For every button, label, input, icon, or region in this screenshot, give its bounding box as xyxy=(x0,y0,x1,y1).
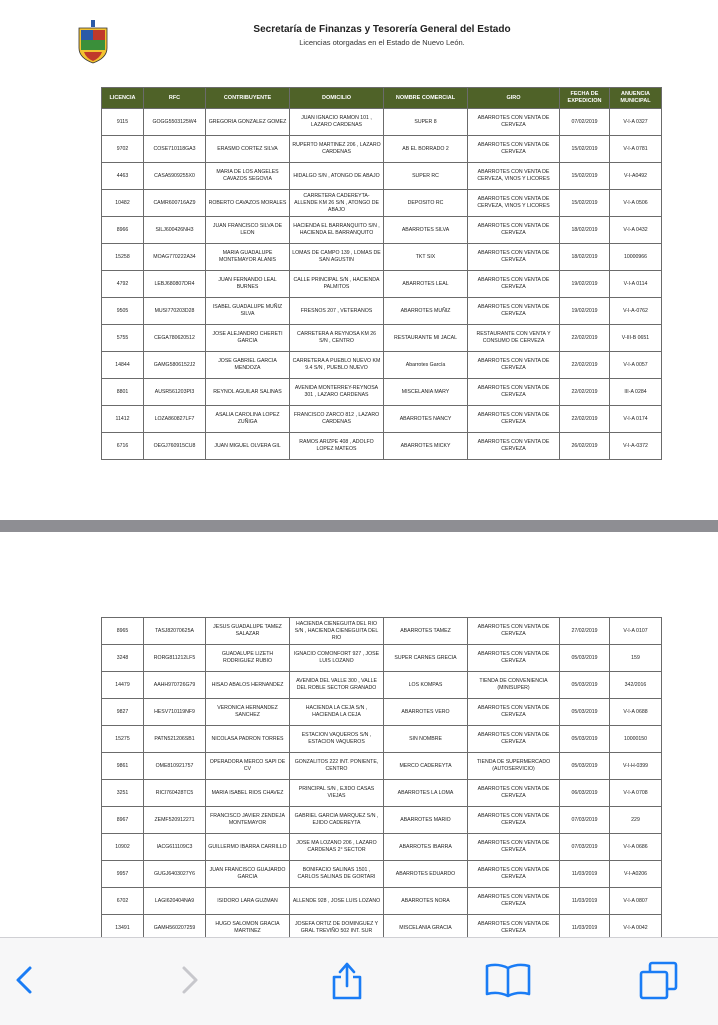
giro-cell: ABARROTES CON VENTA DE CERVEZA xyxy=(468,298,560,325)
contribuyente-cell: ERASMO CORTEZ SILVA xyxy=(206,136,290,163)
nombre-comercial-cell: ABARROTES LEAL xyxy=(384,271,468,298)
column-header: DOMICILIO xyxy=(290,88,384,109)
table-row xyxy=(102,861,662,888)
contribuyente-cell: MARIA GUADALUPE MONTEMAYOR ALANIS xyxy=(206,244,290,271)
giro-cell: TIENDA DE CONVENIENCIA (MINISUPER) xyxy=(468,672,560,699)
licencia-cell: 10902 xyxy=(102,834,144,861)
anuencia-municipal-cell: V-I-A 0506 xyxy=(610,190,662,217)
chevron-right-icon[interactable] xyxy=(168,960,208,1000)
contribuyente-cell: NICOLASA PADRON TORRES xyxy=(206,726,290,753)
table-row xyxy=(102,352,662,379)
fecha-expedicion-cell: 05/03/2019 xyxy=(560,726,610,753)
licencia-cell: 6702 xyxy=(102,888,144,915)
table-row xyxy=(102,672,662,699)
licencia-cell: 11412 xyxy=(102,406,144,433)
fecha-expedicion-cell: 27/02/2019 xyxy=(560,618,610,645)
table-row xyxy=(102,433,662,460)
column-header: FECHA DE EXPEDICION xyxy=(560,88,610,109)
licencia-cell: 4792 xyxy=(102,271,144,298)
contribuyente-cell: GREGORIA GONZALEZ GOMEZ xyxy=(206,109,290,136)
rfc-cell: SILJ600426NH3 xyxy=(144,217,206,244)
contribuyente-cell: OPERADORA MERCO SAPI DE CV xyxy=(206,753,290,780)
rfc-cell: RORG811212LF5 xyxy=(144,645,206,672)
anuencia-municipal-cell: V-I-A-0372 xyxy=(610,433,662,460)
domicilio-cell: CARRETERA A PUEBLO NUEVO KM 9.4 S/N , PUEBLO NUEVO xyxy=(290,352,384,379)
rfc-cell: CAMR600716AZ9 xyxy=(144,190,206,217)
table-row xyxy=(102,325,662,352)
contribuyente-cell: HUGO SALOMON GRACIA MARTINEZ xyxy=(206,915,290,938)
nombre-comercial-cell: AB EL BORRADO 2 xyxy=(384,136,468,163)
document-subtitle: Licencias otorgadas en el Estado de Nuevo León. xyxy=(299,38,465,47)
fecha-expedicion-cell: 19/02/2019 xyxy=(560,271,610,298)
fecha-expedicion-cell: 22/02/2019 xyxy=(560,352,610,379)
licencia-cell: 14479 xyxy=(102,672,144,699)
domicilio-cell: JOSEFA ORTIZ DE DOMINGUEZ Y GRAL TREVIÑO 502 INT. SUR xyxy=(290,915,384,938)
giro-cell: ABARROTES CON VENTA DE CERVEZA, VINOS Y LICORES xyxy=(468,163,560,190)
rfc-cell: CEGA780620512 xyxy=(144,325,206,352)
anuencia-municipal-cell: V-I-A 0107 xyxy=(610,618,662,645)
licencia-cell: 9115 xyxy=(102,109,144,136)
chevron-left-icon[interactable] xyxy=(6,960,46,1000)
fecha-expedicion-cell: 22/02/2019 xyxy=(560,406,610,433)
table-row xyxy=(102,699,662,726)
contribuyente-cell: ISIDORO LARA GUZMAN xyxy=(206,888,290,915)
fecha-expedicion-cell: 18/02/2019 xyxy=(560,217,610,244)
domicilio-cell: FRANCISCO ZARCO 812 , LAZARO CARDENAS xyxy=(290,406,384,433)
anuencia-municipal-cell: V-I-A 0057 xyxy=(610,352,662,379)
rfc-cell: GAMG5806152J2 xyxy=(144,352,206,379)
anuencia-municipal-cell: V-I-A0206 xyxy=(610,861,662,888)
rfc-cell: OME810921757 xyxy=(144,753,206,780)
fecha-expedicion-cell: 11/03/2019 xyxy=(560,861,610,888)
domicilio-cell: ESTACION VAQUEROS S/N , ESTACION VAQUEROS xyxy=(290,726,384,753)
table-row xyxy=(102,618,662,645)
contribuyente-cell: JOSE GABRIEL GARCIA MENDOZA xyxy=(206,352,290,379)
anuencia-municipal-cell: V-I-A 0781 xyxy=(610,136,662,163)
giro-cell: TIENDA DE SUPERMERCADO (AUTOSERVICIO) xyxy=(468,753,560,780)
domicilio-cell: LOMAS DE CAMPO 139 , LOMAS DE SAN AGUSTIN xyxy=(290,244,384,271)
nombre-comercial-cell: MISCELANIA MARY xyxy=(384,379,468,406)
nombre-comercial-cell: ABARROTES IBARRA xyxy=(384,834,468,861)
tabs-icon[interactable] xyxy=(638,960,678,1000)
anuencia-municipal-cell: V-III-B 0651 xyxy=(610,325,662,352)
contribuyente-cell: JOSE ALEJANDRO CHERETI GARCIA xyxy=(206,325,290,352)
rfc-cell: LOZA860827LF7 xyxy=(144,406,206,433)
fecha-expedicion-cell: 15/02/2019 xyxy=(560,136,610,163)
nombre-comercial-cell: ABARROTES NORA xyxy=(384,888,468,915)
giro-cell: ABARROTES CON VENTA DE CERVEZA xyxy=(468,379,560,406)
fecha-expedicion-cell: 05/03/2019 xyxy=(560,699,610,726)
table-row xyxy=(102,379,662,406)
fecha-expedicion-cell: 19/02/2019 xyxy=(560,298,610,325)
nombre-comercial-cell: MERCO CADEREYTA xyxy=(384,753,468,780)
fecha-expedicion-cell: 18/02/2019 xyxy=(560,244,610,271)
fecha-expedicion-cell: 11/03/2019 xyxy=(560,915,610,938)
book-icon[interactable] xyxy=(484,960,532,1000)
document-page-2 xyxy=(0,532,718,937)
rfc-cell: MUSI770203D28 xyxy=(144,298,206,325)
fecha-expedicion-cell: 15/02/2019 xyxy=(560,163,610,190)
domicilio-cell: HIDALGO S/N , ATONGO DE ABAJO xyxy=(290,163,384,190)
licencia-cell: 3251 xyxy=(102,780,144,807)
anuencia-municipal-cell: V-I-A0492 xyxy=(610,163,662,190)
licencia-cell: 15258 xyxy=(102,244,144,271)
anuencia-municipal-cell: V-I-A 0327 xyxy=(610,109,662,136)
rfc-cell: LEBJ680807DR4 xyxy=(144,271,206,298)
nombre-comercial-cell: SIN NOMBRE xyxy=(384,726,468,753)
domicilio-cell: BONIFACIO SALINAS 1501 , CARLOS SALINAS DE GORTARI xyxy=(290,861,384,888)
fecha-expedicion-cell: 15/02/2019 xyxy=(560,190,610,217)
nombre-comercial-cell: LOS KOMPAS xyxy=(384,672,468,699)
fecha-expedicion-cell: 07/03/2019 xyxy=(560,834,610,861)
nombre-comercial-cell: MISCELANIA GRACIA xyxy=(384,915,468,938)
giro-cell: ABARROTES CON VENTA DE CERVEZA xyxy=(468,109,560,136)
fecha-expedicion-cell: 11/03/2019 xyxy=(560,888,610,915)
giro-cell: ABARROTES CON VENTA DE CERVEZA xyxy=(468,217,560,244)
licencia-cell: 8967 xyxy=(102,807,144,834)
rfc-cell: MOAG770222A34 xyxy=(144,244,206,271)
nombre-comercial-cell: ABARROTES TAMEZ xyxy=(384,618,468,645)
licenses-table xyxy=(101,87,662,460)
domicilio-cell: ALLENDE 928 , JOSE LUIS LOZANO xyxy=(290,888,384,915)
giro-cell: ABARROTES CON VENTA DE CERVEZA xyxy=(468,406,560,433)
nombre-comercial-cell: ABARROTES MICKY xyxy=(384,433,468,460)
nombre-comercial-cell: RESTAURANTE MI JACAL xyxy=(384,325,468,352)
domicilio-cell: JUAN IGNACIO RAMON 101 , LAZARO CARDENAS xyxy=(290,109,384,136)
state-coat-of-arms-logo xyxy=(76,20,110,64)
giro-cell: ABARROTES CON VENTA DE CERVEZA xyxy=(468,726,560,753)
contribuyente-cell: JESUS GUADALUPE TAMEZ SALAZAR xyxy=(206,618,290,645)
rfc-cell: CASA5909255X0 xyxy=(144,163,206,190)
anuencia-municipal-cell: V-I-A 0114 xyxy=(610,271,662,298)
domicilio-cell: GABRIEL GARCIA MARQUEZ S/N , EJIDO CADEREYTA xyxy=(290,807,384,834)
table-row xyxy=(102,726,662,753)
fecha-expedicion-cell: 22/02/2019 xyxy=(560,325,610,352)
domicilio-cell: HACIENDA LA CEJA S/N , HACIENDA LA CEJA xyxy=(290,699,384,726)
contribuyente-cell: ROBERTO CAVAZOS MORALES xyxy=(206,190,290,217)
rfc-cell: OEGJ760915CU8 xyxy=(144,433,206,460)
giro-cell: ABARROTES CON VENTA DE CERVEZA xyxy=(468,834,560,861)
contribuyente-cell: HISAO ABALOS HERNANDEZ xyxy=(206,672,290,699)
domicilio-cell: FRESNOS 207 , VETERANOS xyxy=(290,298,384,325)
licencia-cell: 8966 xyxy=(102,217,144,244)
document-title: Secretaría de Finanzas y Tesorería General del Estado xyxy=(253,24,511,35)
table-row xyxy=(102,888,662,915)
giro-cell: ABARROTES CON VENTA DE CERVEZA xyxy=(468,861,560,888)
nombre-comercial-cell: ABARROTES LA LOMA xyxy=(384,780,468,807)
licencia-cell: 9827 xyxy=(102,699,144,726)
giro-cell: ABARROTES CON VENTA DE CERVEZA xyxy=(468,271,560,298)
anuencia-municipal-cell: 10000966 xyxy=(610,244,662,271)
anuencia-municipal-cell: III-A 0284 xyxy=(610,379,662,406)
rfc-cell: RICI760428TC5 xyxy=(144,780,206,807)
anuencia-municipal-cell: V-I-A-0762 xyxy=(610,298,662,325)
contribuyente-cell: JUAN FRANCISCO GUAJARDO GARCIA xyxy=(206,861,290,888)
table-row xyxy=(102,136,662,163)
contribuyente-cell: ASALIA CAROLINA LOPEZ ZUÑIGA xyxy=(206,406,290,433)
domicilio-cell: JOSE MA LOZANO 206 , LAZARO CARDENAS 2° SECTOR xyxy=(290,834,384,861)
giro-cell: ABARROTES CON VENTA DE CERVEZA xyxy=(468,244,560,271)
column-header: CONTRIBUYENTE xyxy=(206,88,290,109)
table-row xyxy=(102,915,662,938)
rfc-cell: GAMH560207259 xyxy=(144,915,206,938)
table-row xyxy=(102,807,662,834)
licencia-cell: 6716 xyxy=(102,433,144,460)
table-row xyxy=(102,163,662,190)
contribuyente-cell: VERONICA HERNANDEZ SANCHEZ xyxy=(206,699,290,726)
licencia-cell: 5755 xyxy=(102,325,144,352)
domicilio-cell: AVENIDA MONTERREY-REYNOSA 301 , LAZARO CARDENAS xyxy=(290,379,384,406)
contribuyente-cell: JUAN FRANCISCO SILVA DE LEON xyxy=(206,217,290,244)
table-row xyxy=(102,190,662,217)
licencia-cell: 9505 xyxy=(102,298,144,325)
table-row xyxy=(102,406,662,433)
nombre-comercial-cell: TKT SIX xyxy=(384,244,468,271)
domicilio-cell: CALLE PRINCIPAL S/N , HACIENDA PALMITOS xyxy=(290,271,384,298)
anuencia-municipal-cell: V-I-A 0807 xyxy=(610,888,662,915)
page-separator xyxy=(0,520,718,532)
rfc-cell: GUGJ6403027Y6 xyxy=(144,861,206,888)
giro-cell: ABARROTES CON VENTA DE CERVEZA xyxy=(468,888,560,915)
anuencia-municipal-cell: V-I-A 0432 xyxy=(610,217,662,244)
anuencia-municipal-cell: V-I-A 0174 xyxy=(610,406,662,433)
licencia-cell: 8965 xyxy=(102,618,144,645)
anuencia-municipal-cell: V-I-A 0688 xyxy=(610,699,662,726)
rfc-cell: AAHH970726G79 xyxy=(144,672,206,699)
giro-cell: ABARROTES CON VENTA DE CERVEZA xyxy=(468,136,560,163)
fecha-expedicion-cell: 05/03/2019 xyxy=(560,753,610,780)
giro-cell: RESTAURANTE CON VENTA Y CONSUMO DE CERVEZA xyxy=(468,325,560,352)
column-header: GIRO xyxy=(468,88,560,109)
contribuyente-cell: GUADALUPE LIZETH RODRIGUEZ RUBIO xyxy=(206,645,290,672)
rfc-cell: ZEMF520912271 xyxy=(144,807,206,834)
licencia-cell: 3248 xyxy=(102,645,144,672)
anuencia-municipal-cell: 159 xyxy=(610,645,662,672)
rfc-cell: GOGG5503125W4 xyxy=(144,109,206,136)
giro-cell: ABARROTES CON VENTA DE CERVEZA xyxy=(468,433,560,460)
domicilio-cell: CARRETERA A REYNOSA KM 26 S/N , CENTRO xyxy=(290,325,384,352)
table-row xyxy=(102,271,662,298)
nombre-comercial-cell: ABARROTES NANCY xyxy=(384,406,468,433)
licencia-cell: 13491 xyxy=(102,915,144,938)
fecha-expedicion-cell: 05/03/2019 xyxy=(560,672,610,699)
nombre-comercial-cell: ABARROTES VERO xyxy=(384,699,468,726)
column-header: LICENCIA xyxy=(102,88,144,109)
fecha-expedicion-cell: 07/03/2019 xyxy=(560,807,610,834)
contribuyente-cell: JUAN MIGUEL OLVERA GIL xyxy=(206,433,290,460)
share-icon[interactable] xyxy=(327,960,367,1000)
fecha-expedicion-cell: 05/03/2019 xyxy=(560,645,610,672)
domicilio-cell: PRINCIPAL S/N , EJIDO CASAS VIEJAS xyxy=(290,780,384,807)
column-header: NOMBRE COMERCIAL xyxy=(384,88,468,109)
licencia-cell: 9957 xyxy=(102,861,144,888)
contribuyente-cell: FRANCISCO JAVIER ZENDEJA MONTEMAYOR xyxy=(206,807,290,834)
table-row xyxy=(102,217,662,244)
rfc-cell: HESV710119NF9 xyxy=(144,699,206,726)
fecha-expedicion-cell: 07/02/2019 xyxy=(560,109,610,136)
table-row xyxy=(102,109,662,136)
nombre-comercial-cell: ABARROTES MUÑIZ xyxy=(384,298,468,325)
giro-cell: ABARROTES CON VENTA DE CERVEZA xyxy=(468,807,560,834)
domicilio-cell: RUPERTO MARTINEZ 206 , LAZARO CARDENAS xyxy=(290,136,384,163)
nombre-comercial-cell: ABARROTES SILVA xyxy=(384,217,468,244)
anuencia-municipal-cell: 229 xyxy=(610,807,662,834)
anuencia-municipal-cell: V-I-H-0399 xyxy=(610,753,662,780)
anuencia-municipal-cell: 342/2016 xyxy=(610,672,662,699)
licencia-cell: 10482 xyxy=(102,190,144,217)
contribuyente-cell: ISABEL GUADALUPE MUÑIZ SILVA xyxy=(206,298,290,325)
giro-cell: ABARROTES CON VENTA DE CERVEZA xyxy=(468,645,560,672)
giro-cell: ABARROTES CON VENTA DE CERVEZA xyxy=(468,699,560,726)
contribuyente-cell: GUILLERMO IBARRA CARRILLO xyxy=(206,834,290,861)
rfc-cell: TASJ82070625A xyxy=(144,618,206,645)
nombre-comercial-cell: Abarrotes García xyxy=(384,352,468,379)
domicilio-cell: AVENIDA DEL VALLE 300 , VALLE DEL ROBLE SECTOR GRANADO xyxy=(290,672,384,699)
table-row xyxy=(102,780,662,807)
contribuyente-cell: JUAN FERNANDO LEAL BURNES xyxy=(206,271,290,298)
fecha-expedicion-cell: 26/02/2019 xyxy=(560,433,610,460)
licencia-cell: 15275 xyxy=(102,726,144,753)
column-header: RFC xyxy=(144,88,206,109)
fecha-expedicion-cell: 22/02/2019 xyxy=(560,379,610,406)
licencia-cell: 4463 xyxy=(102,163,144,190)
nombre-comercial-cell: SUPER 8 xyxy=(384,109,468,136)
nombre-comercial-cell: ABARROTES EDUARDO xyxy=(384,861,468,888)
licencia-cell: 9861 xyxy=(102,753,144,780)
anuencia-municipal-cell: V-I-A 0708 xyxy=(610,780,662,807)
nombre-comercial-cell: SUPER CARNES GRECIA xyxy=(384,645,468,672)
anuencia-municipal-cell: V-I-A 0686 xyxy=(610,834,662,861)
table-row xyxy=(102,298,662,325)
table-row xyxy=(102,645,662,672)
contribuyente-cell: REYNOL AGUILAR SALINAS xyxy=(206,379,290,406)
table-header-row xyxy=(102,88,662,109)
table-row xyxy=(102,834,662,861)
table-row xyxy=(102,244,662,271)
licencia-cell: 9702 xyxy=(102,136,144,163)
rfc-cell: PATN521206SB1 xyxy=(144,726,206,753)
table-row xyxy=(102,753,662,780)
domicilio-cell: HACIENDA EL BARRANQUITO S/N , HACIENDA EL BARRANQUITO xyxy=(290,217,384,244)
rfc-cell: IACG611109C3 xyxy=(144,834,206,861)
licencia-cell: 8801 xyxy=(102,379,144,406)
domicilio-cell: GONZALITOS 222 INT. PONIENTE, CENTRO xyxy=(290,753,384,780)
rfc-cell: COSE710118GA3 xyxy=(144,136,206,163)
nombre-comercial-cell: SUPER RC xyxy=(384,163,468,190)
licenses-table-continued xyxy=(101,617,662,937)
contribuyente-cell: MARIA DE LOS ANGELES CAVAZOS SEGOVIA xyxy=(206,163,290,190)
browser-toolbar xyxy=(0,937,718,1025)
rfc-cell: LAGI620404NA9 xyxy=(144,888,206,915)
giro-cell: ABARROTES CON VENTA DE CERVEZA xyxy=(468,915,560,938)
contribuyente-cell: MARIA ISABEL RIOS CHAVEZ xyxy=(206,780,290,807)
fecha-expedicion-cell: 06/03/2019 xyxy=(560,780,610,807)
domicilio-cell: IGNACIO COMONFORT 927 , JOSE LUIS LOZANO xyxy=(290,645,384,672)
giro-cell: ABARROTES CON VENTA DE CERVEZA, VINOS Y LICORES xyxy=(468,190,560,217)
giro-cell: ABARROTES CON VENTA DE CERVEZA xyxy=(468,618,560,645)
anuencia-municipal-cell: V-I-A 0042 xyxy=(610,915,662,938)
domicilio-cell: CARRETERA CADEREYTA-ALLENDE KM 26 S/N , ATONGO DE ABAJO xyxy=(290,190,384,217)
giro-cell: ABARROTES CON VENTA DE CERVEZA xyxy=(468,352,560,379)
anuencia-municipal-cell: 10000150 xyxy=(610,726,662,753)
domicilio-cell: HACIENDA CIENEGUITA DEL RIO S/N , HACIENDA CIENEGUITA DEL RIO xyxy=(290,618,384,645)
domicilio-cell: RAMOS ARIZPE 408 , ADOLFO LOPEZ MATEOS xyxy=(290,433,384,460)
column-header: ANUENCIA MUNICIPAL xyxy=(610,88,662,109)
licencia-cell: 14844 xyxy=(102,352,144,379)
nombre-comercial-cell: DEPOSITO RC xyxy=(384,190,468,217)
nombre-comercial-cell: ABARROTES MARIO xyxy=(384,807,468,834)
rfc-cell: AUSR561203PI3 xyxy=(144,379,206,406)
giro-cell: ABARROTES CON VENTA DE CERVEZA xyxy=(468,780,560,807)
